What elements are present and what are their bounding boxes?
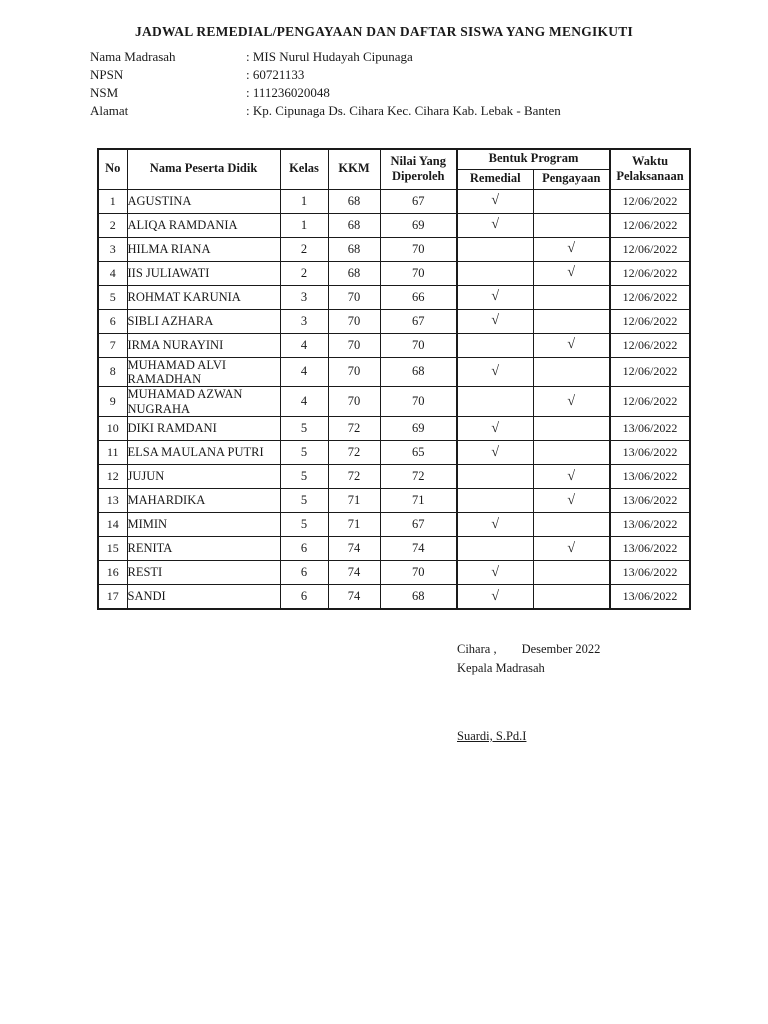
table-row	[98, 417, 690, 441]
info-value: : 111236020048	[246, 85, 330, 100]
cell-waktu: 13/06/2022	[610, 561, 690, 585]
cell-kkm: 74	[328, 585, 380, 610]
cell-kelas: 1	[280, 189, 328, 213]
header-nilai: Nilai Yang Diperoleh	[380, 149, 457, 189]
cell-pengayaan-check: √	[533, 333, 610, 357]
cell-kkm: 68	[328, 237, 380, 261]
cell-remedial-check: √	[457, 189, 533, 213]
cell-kkm: 71	[328, 489, 380, 513]
info-row-alamat	[90, 102, 561, 120]
cell-no: 16	[98, 561, 127, 585]
info-label: Alamat	[90, 103, 129, 118]
cell-nilai: 68	[380, 357, 457, 387]
info-label: Nama Madrasah	[90, 49, 176, 64]
cell-pengayaan-check	[533, 189, 610, 213]
info-value: : Kp. Cipunaga Ds. Cihara Kec. Cihara Kab. Lebak - Banten	[246, 103, 561, 118]
cell-kkm: 68	[328, 189, 380, 213]
cell-remedial-check: √	[457, 285, 533, 309]
cell-waktu: 13/06/2022	[610, 537, 690, 561]
cell-no: 10	[98, 417, 127, 441]
cell-waktu: 13/06/2022	[610, 513, 690, 537]
table-row	[98, 585, 690, 610]
cell-pengayaan-check	[533, 417, 610, 441]
cell-remedial-check	[457, 537, 533, 561]
cell-no: 7	[98, 333, 127, 357]
cell-pengayaan-check	[533, 357, 610, 387]
cell-kkm: 70	[328, 285, 380, 309]
cell-no: 8	[98, 357, 127, 387]
cell-kelas: 4	[280, 333, 328, 357]
info-label: NSM	[90, 85, 119, 100]
info-label: NPSN	[90, 67, 124, 82]
cell-nilai: 69	[380, 213, 457, 237]
table-row	[98, 189, 690, 213]
header-kkm: KKM	[328, 149, 380, 189]
cell-nilai: 66	[380, 285, 457, 309]
cell-nilai: 67	[380, 189, 457, 213]
cell-nama: IRMA NURAYINI	[127, 333, 280, 357]
cell-kelas: 5	[280, 489, 328, 513]
cell-kelas: 2	[280, 261, 328, 285]
info-value: : 60721133	[246, 67, 305, 82]
cell-waktu: 13/06/2022	[610, 585, 690, 610]
cell-kelas: 5	[280, 417, 328, 441]
cell-waktu: 13/06/2022	[610, 489, 690, 513]
cell-remedial-check: √	[457, 309, 533, 333]
cell-no: 14	[98, 513, 127, 537]
cell-kkm: 74	[328, 561, 380, 585]
signature-place-date: Cihara , Desember 2022	[457, 642, 601, 656]
cell-nama: JUJUN	[127, 465, 280, 489]
cell-no: 17	[98, 585, 127, 610]
cell-waktu: 12/06/2022	[610, 189, 690, 213]
header-kelas: Kelas	[280, 149, 328, 189]
cell-nama: RESTI	[127, 561, 280, 585]
cell-waktu: 12/06/2022	[610, 213, 690, 237]
cell-remedial-check: √	[457, 213, 533, 237]
cell-kkm: 68	[328, 261, 380, 285]
table-row	[98, 561, 690, 585]
header-nama: Nama Peserta Didik	[127, 149, 280, 189]
cell-waktu: 12/06/2022	[610, 333, 690, 357]
cell-waktu: 12/06/2022	[610, 309, 690, 333]
cell-nilai: 67	[380, 309, 457, 333]
cell-nama: IIS JULIAWATI	[127, 261, 280, 285]
cell-remedial-check	[457, 465, 533, 489]
cell-nilai: 74	[380, 537, 457, 561]
header-no: No	[98, 149, 127, 189]
cell-nilai: 67	[380, 513, 457, 537]
info-row-npsn	[90, 66, 561, 84]
cell-nama: DIKI RAMDANI	[127, 417, 280, 441]
cell-no: 5	[98, 285, 127, 309]
table-row	[98, 357, 690, 387]
cell-nilai: 70	[380, 561, 457, 585]
cell-nama: ROHMAT KARUNIA	[127, 285, 280, 309]
cell-kelas: 6	[280, 585, 328, 610]
cell-nilai: 65	[380, 441, 457, 465]
cell-nilai: 71	[380, 489, 457, 513]
table-row	[98, 513, 690, 537]
table-row	[98, 333, 690, 357]
cell-no: 13	[98, 489, 127, 513]
cell-kelas: 5	[280, 441, 328, 465]
cell-kelas: 2	[280, 237, 328, 261]
cell-remedial-check: √	[457, 441, 533, 465]
cell-kelas: 6	[280, 561, 328, 585]
cell-kelas: 4	[280, 357, 328, 387]
cell-kkm: 70	[328, 357, 380, 387]
cell-waktu: 13/06/2022	[610, 465, 690, 489]
cell-kkm: 71	[328, 513, 380, 537]
page-title: JADWAL REMEDIAL/PENGAYAAN DAN DAFTAR SISWA YANG MENGIKUTI	[134, 24, 634, 39]
cell-no: 9	[98, 387, 127, 417]
cell-nilai: 70	[380, 237, 457, 261]
cell-pengayaan-check: √	[533, 537, 610, 561]
cell-nama: MUHAMAD AZWAN NUGRAHA	[127, 387, 280, 417]
header-bentuk-program: Bentuk Program	[457, 149, 610, 169]
cell-pengayaan-check	[533, 441, 610, 465]
cell-nilai: 70	[380, 261, 457, 285]
cell-kelas: 6	[280, 537, 328, 561]
cell-waktu: 12/06/2022	[610, 237, 690, 261]
cell-no: 11	[98, 441, 127, 465]
cell-pengayaan-check: √	[533, 387, 610, 417]
cell-kkm: 70	[328, 333, 380, 357]
schedule-table-wrap	[97, 148, 691, 610]
header-remedial: Remedial	[457, 169, 533, 189]
cell-pengayaan-check	[533, 309, 610, 333]
signature-block	[457, 640, 600, 746]
cell-waktu: 12/06/2022	[610, 261, 690, 285]
cell-kelas: 1	[280, 213, 328, 237]
cell-waktu: 13/06/2022	[610, 441, 690, 465]
cell-pengayaan-check	[533, 513, 610, 537]
cell-no: 15	[98, 537, 127, 561]
cell-no: 1	[98, 189, 127, 213]
table-row	[98, 387, 690, 417]
cell-nama: ALIQA RAMDANIA	[127, 213, 280, 237]
cell-nama: AGUSTINA	[127, 189, 280, 213]
cell-kkm: 68	[328, 213, 380, 237]
cell-kkm: 70	[328, 309, 380, 333]
info-row-nsm	[90, 84, 561, 102]
cell-nama: SANDI	[127, 585, 280, 610]
cell-waktu: 12/06/2022	[610, 387, 690, 417]
table-body	[98, 189, 690, 609]
cell-nama: ELSA MAULANA PUTRI	[127, 441, 280, 465]
cell-kelas: 3	[280, 285, 328, 309]
info-value: : MIS Nurul Hudayah Cipunaga	[246, 49, 413, 64]
cell-kkm: 72	[328, 417, 380, 441]
cell-remedial-check	[457, 237, 533, 261]
info-row-nama-madrasah	[90, 48, 561, 66]
cell-remedial-check: √	[457, 585, 533, 610]
cell-pengayaan-check	[533, 585, 610, 610]
cell-pengayaan-check: √	[533, 261, 610, 285]
cell-kelas: 5	[280, 465, 328, 489]
cell-nilai: 72	[380, 465, 457, 489]
cell-remedial-check	[457, 489, 533, 513]
cell-pengayaan-check	[533, 213, 610, 237]
cell-pengayaan-check	[533, 285, 610, 309]
cell-no: 4	[98, 261, 127, 285]
cell-nama: MUHAMAD ALVI RAMADHAN	[127, 357, 280, 387]
cell-nama: RENITA	[127, 537, 280, 561]
schedule-table	[97, 148, 691, 610]
cell-no: 6	[98, 309, 127, 333]
cell-waktu: 12/06/2022	[610, 285, 690, 309]
cell-kkm: 72	[328, 441, 380, 465]
cell-kelas: 5	[280, 513, 328, 537]
cell-remedial-check	[457, 261, 533, 285]
cell-nilai: 70	[380, 387, 457, 417]
cell-waktu: 13/06/2022	[610, 417, 690, 441]
cell-nilai: 68	[380, 585, 457, 610]
cell-nilai: 70	[380, 333, 457, 357]
cell-kelas: 3	[280, 309, 328, 333]
cell-no: 3	[98, 237, 127, 261]
header-pengayaan: Pengayaan	[533, 169, 610, 189]
cell-waktu: 12/06/2022	[610, 357, 690, 387]
cell-remedial-check	[457, 333, 533, 357]
signature-role: Kepala Madrasah	[457, 661, 545, 675]
cell-nama: MAHARDIKA	[127, 489, 280, 513]
cell-pengayaan-check: √	[533, 489, 610, 513]
cell-pengayaan-check: √	[533, 465, 610, 489]
cell-remedial-check	[457, 387, 533, 417]
table-row	[98, 537, 690, 561]
table-row	[98, 213, 690, 237]
table-row	[98, 237, 690, 261]
cell-kkm: 74	[328, 537, 380, 561]
cell-remedial-check: √	[457, 417, 533, 441]
cell-remedial-check: √	[457, 513, 533, 537]
cell-pengayaan-check: √	[533, 237, 610, 261]
cell-nama: SIBLI AZHARA	[127, 309, 280, 333]
table-row	[98, 309, 690, 333]
table-row	[98, 465, 690, 489]
signature-name: Suardi, S.Pd.I	[457, 729, 527, 743]
table-row	[98, 285, 690, 309]
table-header	[98, 149, 690, 189]
cell-kelas: 4	[280, 387, 328, 417]
header-waktu: Waktu Pelaksanaan	[610, 149, 690, 189]
cell-nilai: 69	[380, 417, 457, 441]
school-info-block	[90, 48, 561, 120]
table-row	[98, 441, 690, 465]
cell-kkm: 72	[328, 465, 380, 489]
table-row	[98, 489, 690, 513]
cell-nama: MIMIN	[127, 513, 280, 537]
cell-remedial-check: √	[457, 357, 533, 387]
cell-kkm: 70	[328, 387, 380, 417]
cell-nama: HILMA RIANA	[127, 237, 280, 261]
table-row	[98, 261, 690, 285]
cell-no: 2	[98, 213, 127, 237]
cell-no: 12	[98, 465, 127, 489]
cell-pengayaan-check	[533, 561, 610, 585]
cell-remedial-check: √	[457, 561, 533, 585]
